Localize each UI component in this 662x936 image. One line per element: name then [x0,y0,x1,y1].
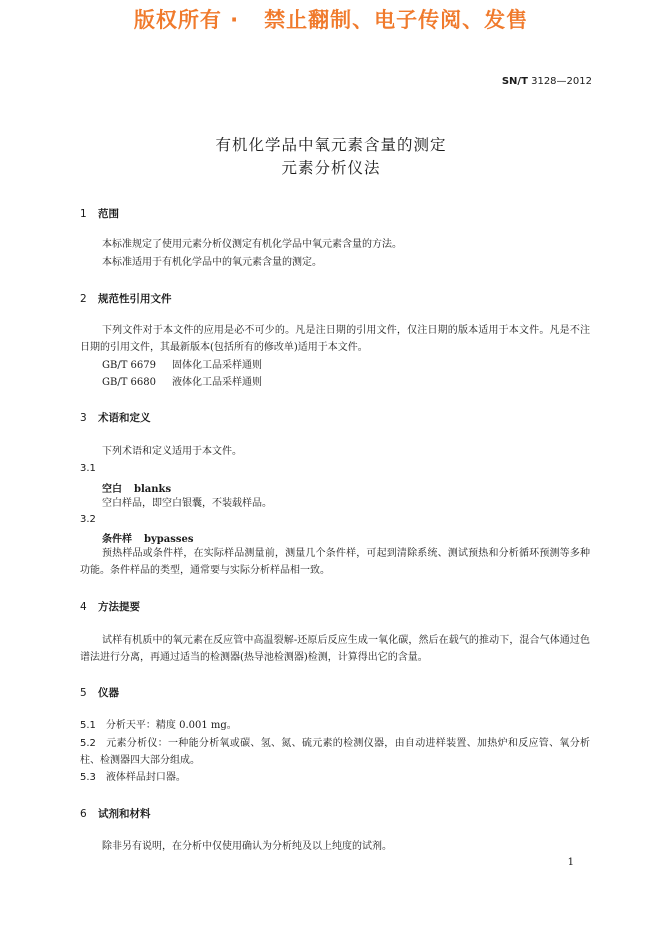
copyright-banner: 版权所有 · 禁止翻制、电子传阅、发售 [133,8,529,32]
term-number: 3.2 [80,514,96,525]
section-number: 6 [80,808,87,820]
section-number: 5 [80,687,87,699]
section-number: 2 [80,293,87,305]
reference-title: 固体化工品采样通则 [172,360,262,371]
document-title-line1: 有机化学品中氧元素含量的测定 [215,136,447,154]
reference-code: GB/T 6679 [102,360,157,371]
section-title: 仪器 [98,687,119,699]
term-blanks [102,480,171,495]
section-title: 范围 [98,208,119,220]
term-cn: 空白 [102,484,122,495]
section-1-para-2: 本标准适用于有机化学品中的氧元素含量的测定。 [102,257,322,268]
section-number: 3 [80,412,87,424]
document-title-line2: 元素分析仪法 [281,159,381,177]
section-title: 规范性引用文件 [98,293,172,305]
section-3-heading [80,410,151,425]
term-bypasses [102,530,194,545]
section-4-para-1: 试样有机质中的氧元素在反应管中高温裂解-还原后反应生成一氧化碳，然后在载气的推动下，混合气体通过色谱法进行分离，再通过适当的检测器(热导池检测器)检测，计算得出它的含量。 [80,635,590,663]
section-6-para-1: 除非另有说明，在分析中仅使用确认为分析纯及以上纯度的试剂。 [102,841,392,852]
term-definition: 空白样品，即空白银囊，不装载样品。 [102,498,272,509]
reference-title: 液体化工品采样通则 [172,377,262,388]
term-en: bypasses [144,534,194,545]
term-cn: 条件样 [102,534,132,545]
term-en: blanks [134,484,172,495]
section-5-heading [80,685,119,700]
instrument-item [80,769,590,786]
section-6-heading [80,806,151,821]
instrument-item [80,735,590,769]
term-number: 3.1 [80,463,96,474]
page-number: 1 [567,857,574,868]
section-2-heading [80,291,172,306]
item-text: 液体样品封口器。 [105,772,186,783]
section-title: 方法提要 [98,601,140,613]
section-number: 4 [80,601,87,613]
item-number: 5.1 [80,720,96,731]
item-number: 5.2 [80,738,96,749]
section-1-heading [80,206,119,221]
section-title: 试剂和材料 [98,808,151,820]
term-definition: 预热样品或条件样，在实际样品测量前，测量几个条件样，可起到清除系统、测试预热和分析循环预测等多种功能。条件样品的类型，通常要与实际分析样品相一致。 [80,548,590,576]
section-3-para-1: 下列术语和定义适用于本文件。 [102,446,242,457]
item-text: 分析天平：精度 0.001 mg。 [105,720,237,731]
instrument-item [80,717,590,734]
standard-prefix: SN/T [501,76,528,87]
standard-code: 3128—2012 [531,76,592,87]
item-text: 元素分析仪：一种能分析氧或碳、氢、氮、硫元素的检测仪器，由自动进样装置、加热炉和反应管、氧分析柱、检测器四大部分组成。 [80,738,590,766]
section-4-heading [80,599,140,614]
section-title: 术语和定义 [98,412,151,424]
item-number: 5.3 [80,772,96,783]
reference-item [102,374,262,391]
reference-code: GB/T 6680 [102,377,157,388]
section-2-para-1: 下列文件对于本文件的应用是必不可少的。凡是注日期的引用文件，仅注日期的版本适用于本文件。凡是不注日期的引用文件，其最新版本(包括所有的修改单)适用于本文件。 [80,325,590,353]
section-1-para-1: 本标准规定了使用元素分析仪测定有机化学品中氧元素含量的方法。 [102,239,402,250]
reference-item [102,357,262,374]
section-number: 1 [80,208,87,220]
standard-number [502,76,592,87]
